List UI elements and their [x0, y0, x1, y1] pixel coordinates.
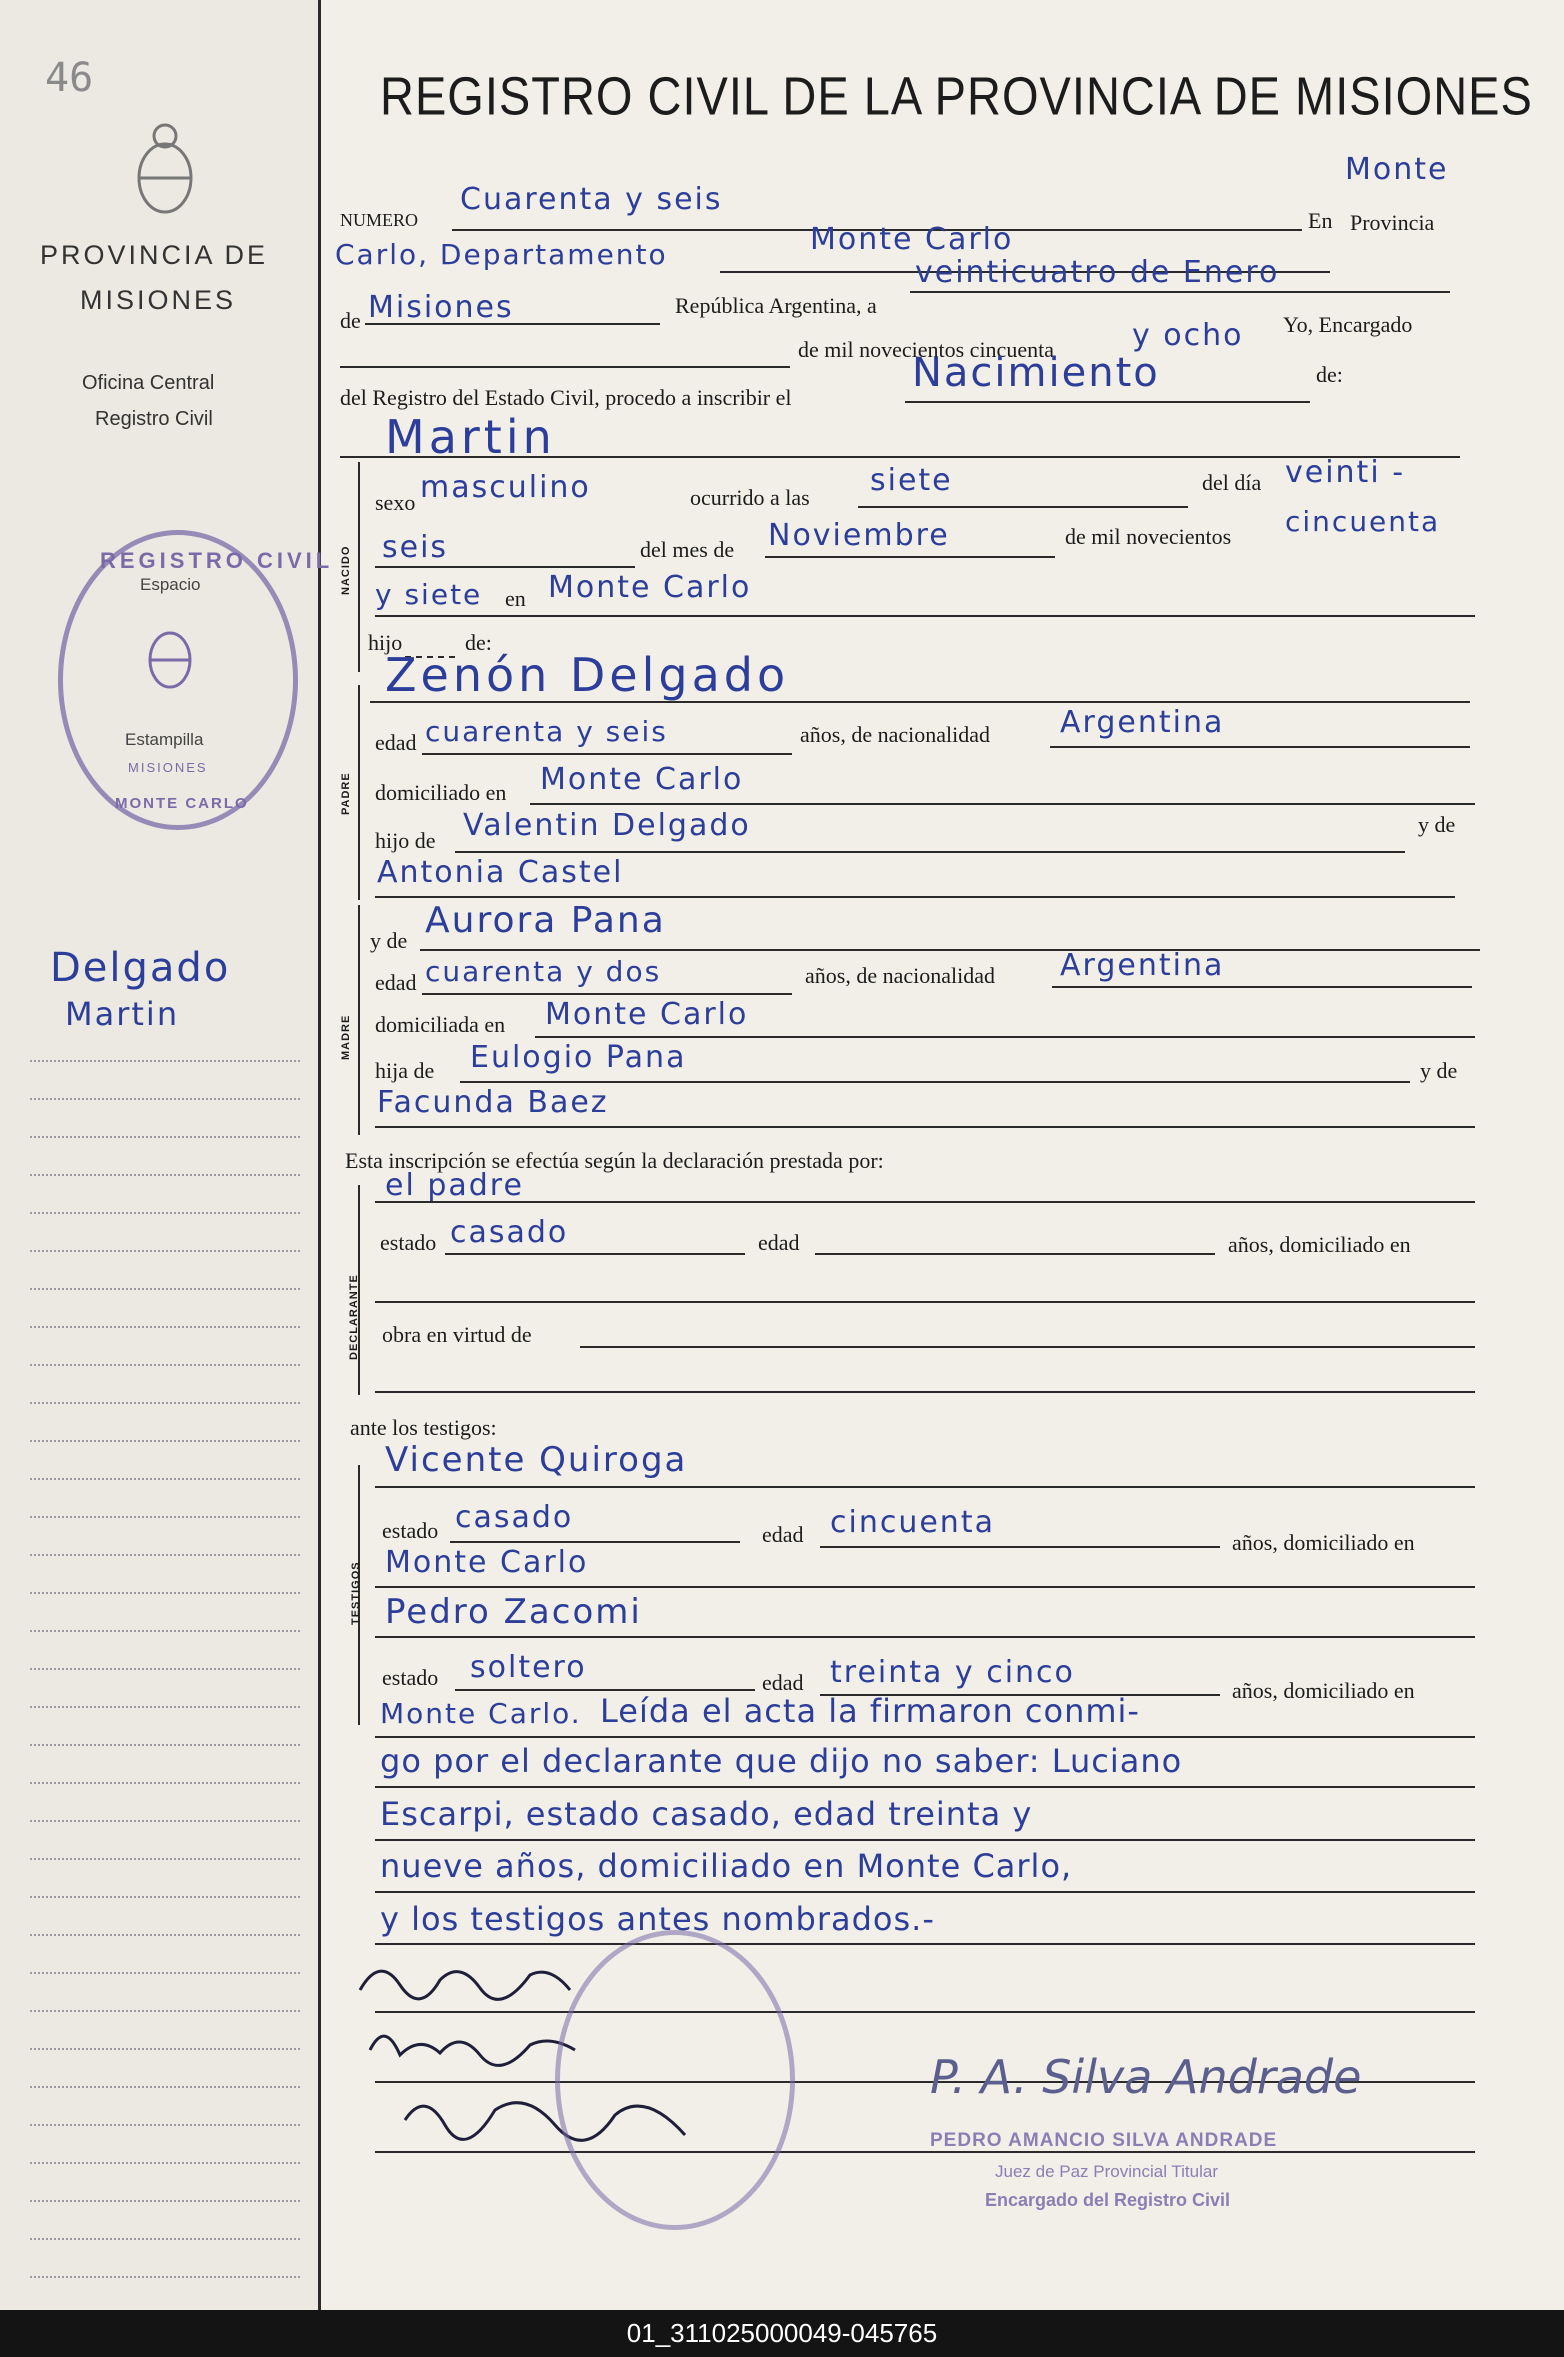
- value-en-city: Monte: [1345, 152, 1449, 187]
- value-testigo-1: Vicente Quiroga: [385, 1440, 688, 1480]
- line-testigo-1: [375, 1485, 1475, 1488]
- page-number: 46: [45, 55, 94, 101]
- signature-rule-3: [375, 2150, 1475, 2153]
- stamp-emblem-icon: [140, 615, 200, 695]
- value-madre-edad: cuarenta y dos: [425, 955, 662, 988]
- value-fecha: veinticuatro de Enero: [915, 255, 1280, 290]
- label-decl-edad: edad: [758, 1230, 800, 1255]
- margin-ruled-line: [30, 1592, 300, 1595]
- note-rule-1: [375, 1735, 1475, 1738]
- value-dia-2: seis: [382, 530, 449, 565]
- margin-ruled-line: [30, 1820, 300, 1823]
- value-t1-dom: Monte Carlo: [385, 1545, 589, 1580]
- label-del-registro: del Registro del Estado Civil, procedo a inscribir el: [340, 385, 792, 410]
- margin-ruled-line: [30, 2124, 300, 2127]
- value-madre-dom: Monte Carlo: [545, 997, 749, 1032]
- line-obra-2: [375, 1390, 1475, 1393]
- stamp-stamp-label: Estampilla: [125, 730, 204, 749]
- label-hijo: hijo: [368, 630, 403, 655]
- label-madre-nac: años, de nacionalidad: [805, 963, 995, 988]
- margin-province-name: MISIONES: [80, 285, 237, 315]
- label-t2-estado: estado: [382, 1665, 439, 1690]
- section-nacido-bracket: [358, 462, 360, 672]
- label-sexo: sexo: [375, 490, 416, 515]
- value-t1-estado: casado: [455, 1500, 574, 1535]
- line-decl-dom: [375, 1300, 1475, 1303]
- margin-ruled-line: [30, 1668, 300, 1671]
- value-anio-nac-2: y siete: [375, 578, 483, 611]
- label-padre-dom: domiciliado en: [375, 780, 507, 805]
- label-madre-edad: edad: [375, 970, 417, 995]
- margin-ruled-line: [30, 1858, 300, 1861]
- margin-ruled-line: [30, 1212, 300, 1215]
- value-mes: Noviembre: [768, 518, 950, 553]
- label-de-colon: de:: [1316, 362, 1343, 387]
- line-padre-nac: [1050, 745, 1470, 748]
- margin-note-surname: Delgado: [50, 945, 231, 991]
- value-padre-nac: Argentina: [1060, 705, 1225, 740]
- signature-declarant: [350, 1950, 580, 2010]
- margin-ruled-line: [30, 1934, 300, 1937]
- section-padre-bracket: [358, 685, 360, 900]
- label-en: En: [1308, 208, 1333, 233]
- line-decl-estado: [445, 1252, 745, 1255]
- margin-rule: [318, 0, 321, 2310]
- line-dia-2: [375, 565, 635, 568]
- value-t1-edad: cincuenta: [830, 1505, 995, 1540]
- value-lugar: Monte Carlo: [548, 570, 752, 605]
- value-nombre: Martin: [385, 410, 556, 464]
- line-madre-edad: [422, 992, 792, 995]
- note-line-2: go por el declarante que dijo no saber: Luciano: [380, 1742, 1183, 1780]
- label-padre-edad: edad: [375, 730, 417, 755]
- value-provincia: Misiones: [368, 290, 514, 325]
- label-provincia: Provincia: [1350, 210, 1435, 235]
- bottom-registry-stamp: [555, 1930, 795, 2230]
- value-declarante: el padre: [385, 1168, 524, 1203]
- label-hija-de: hija de: [375, 1058, 435, 1083]
- label-de-mil-2: de mil novecientos: [1065, 524, 1232, 549]
- value-hora: siete: [870, 463, 953, 498]
- side-label-testigos: TESTIGOS: [350, 1561, 362, 1625]
- value-anio-nac: cincuenta: [1285, 505, 1441, 538]
- official-name: PEDRO AMANCIO SILVA ANDRADE: [930, 2130, 1278, 2151]
- margin-ruled-line: [30, 2010, 300, 2013]
- label-ocurrido: ocurrido a las: [690, 485, 810, 510]
- line-acto: [905, 400, 1310, 403]
- value-abuela-p: Antonia Castel: [377, 855, 624, 890]
- margin-ruled-line: [30, 2200, 300, 2203]
- margin-ruled-line: [30, 2048, 300, 2051]
- value-abuela-m: Facunda Baez: [377, 1085, 609, 1120]
- label-padre-nac: años, de nacionalidad: [800, 722, 990, 747]
- label-en-lugar: en: [505, 586, 526, 611]
- value-padre-dom: Monte Carlo: [540, 762, 744, 797]
- margin-province: PROVINCIA DE: [40, 240, 269, 270]
- label-republica: República Argentina, a: [675, 293, 877, 318]
- label-yo: Yo, Encargado: [1283, 312, 1413, 337]
- line-t2-estado: [455, 1688, 755, 1691]
- stamp-ring-text: REGISTRO CIVIL: [100, 548, 334, 573]
- note-line-3: Escarpi, estado casado, edad treinta y: [380, 1795, 1033, 1833]
- margin-ruled-line: [30, 1440, 300, 1443]
- line-padre-edad: [422, 752, 792, 755]
- side-label-padre: PADRE: [340, 772, 352, 815]
- margin-ruled-line: [30, 1098, 300, 1101]
- label-padre-hijo-de: hijo de: [375, 828, 436, 853]
- label-t2-anios: años, domiciliado en: [1232, 1678, 1415, 1703]
- margin-note-name: Martin: [65, 995, 180, 1033]
- line-padre: [370, 700, 1470, 703]
- value-padre-edad: cuarenta y seis: [425, 715, 668, 748]
- value-acto: Nacimiento: [912, 350, 1160, 396]
- value-decl-estado: casado: [450, 1215, 569, 1250]
- label-numero: NUMERO: [340, 210, 419, 230]
- line-hora: [858, 505, 1188, 508]
- line-fecha: [910, 290, 1450, 293]
- margin-ruled-line: [30, 2276, 300, 2279]
- value-abuelo-m: Eulogio Pana: [470, 1040, 687, 1075]
- margin-ruled-line: [30, 1972, 300, 1975]
- value-city-line: Carlo, Departamento: [335, 238, 668, 271]
- line-abuela-p: [375, 895, 1455, 898]
- line-mes: [765, 555, 1055, 558]
- margin-ruled-line: [30, 1782, 300, 1785]
- line-t1-estado: [450, 1540, 740, 1543]
- margin-ruled-line: [30, 1402, 300, 1405]
- label-ante: ante los testigos:: [350, 1415, 497, 1440]
- value-t2-dom: Monte Carlo.: [380, 1697, 582, 1730]
- line-abuelo-m: [460, 1080, 1410, 1083]
- official-title-2: Encargado del Registro Civil: [985, 2190, 1231, 2210]
- label-madre-y-de: y de: [370, 928, 408, 953]
- value-departamento: Monte Carlo: [810, 222, 1014, 257]
- value-abuelo-p: Valentin Delgado: [463, 808, 751, 843]
- label-del-mes: del mes de: [640, 537, 735, 562]
- label-hijo-de: de:: [465, 630, 492, 655]
- note-line-1: Leída el acta la firmaron conmi-: [600, 1692, 1140, 1730]
- value-madre-nac: Argentina: [1060, 948, 1225, 983]
- margin-ruled-line: [30, 1706, 300, 1709]
- margin-ruled-line: [30, 2162, 300, 2165]
- margin-ruled-line: [30, 1516, 300, 1519]
- value-dia: veinti -: [1285, 455, 1406, 490]
- label-t1-estado: estado: [382, 1518, 439, 1543]
- label-t1-anios: años, domiciliado en: [1232, 1530, 1415, 1555]
- label-del-dia: del día: [1202, 470, 1262, 495]
- margin-office-2: Registro Civil: [95, 408, 213, 430]
- value-t2-estado: soltero: [470, 1650, 587, 1685]
- line-t1-edad: [820, 1545, 1220, 1548]
- value-numero: Cuarenta y seis: [460, 182, 723, 217]
- document-id-footer: 01_311025000049-045765: [0, 2310, 1564, 2357]
- stamp-space-label: Espacio: [140, 575, 201, 594]
- side-label-declarante: DECLARANTE: [348, 1274, 360, 1360]
- label-inscripcion: Esta inscripción se efectúa según la declaración prestada por:: [345, 1148, 884, 1173]
- line-blank-row4: [340, 365, 790, 368]
- section-madre-bracket: [358, 905, 360, 1135]
- margin-ruled-line: [30, 1744, 300, 1747]
- line-lugar: [375, 614, 1475, 617]
- note-line-5: y los testigos antes nombrados.-: [380, 1900, 935, 1938]
- margin-ruled-line: [30, 1326, 300, 1329]
- side-label-madre: MADRE: [340, 1014, 352, 1060]
- label-t1-edad: edad: [762, 1522, 804, 1547]
- line-declarante: [375, 1200, 1475, 1203]
- line-decl-edad: [815, 1252, 1215, 1255]
- margin-ruled-line: [30, 1554, 300, 1557]
- coat-of-arms-icon: [125, 120, 205, 220]
- label-madre-dom: domiciliada en: [375, 1012, 506, 1037]
- note-line-4: nueve años, domiciliado en Monte Carlo,: [380, 1847, 1073, 1885]
- value-padre: Zenón Delgado: [385, 648, 790, 702]
- label-t2-edad: edad: [762, 1670, 804, 1695]
- line-padre-dom: [530, 802, 1475, 805]
- label-madre-y-de-2: y de: [1420, 1058, 1458, 1083]
- side-label-nacido: NACIDO: [340, 545, 352, 595]
- line-madre-dom: [535, 1035, 1475, 1038]
- note-rule-2: [375, 1785, 1475, 1788]
- label-padre-y-de: y de: [1418, 812, 1456, 837]
- line-obra: [580, 1345, 1475, 1348]
- official-signature: P. A. Silva Andrade: [930, 2050, 1362, 2104]
- margin-ruled-line: [30, 1060, 300, 1063]
- margin-office-1: Oficina Central: [82, 372, 215, 394]
- page-title: REGISTRO CIVIL DE LA PROVINCIA DE MISIONES: [380, 65, 1533, 126]
- margin-ruled-line: [30, 1136, 300, 1139]
- label-decl-anios: años, domiciliado en: [1228, 1232, 1411, 1257]
- margin-ruled-line: [30, 1630, 300, 1633]
- margin-ruled-line: [30, 2238, 300, 2241]
- value-sexo: masculino: [420, 470, 591, 505]
- margin-ruled-line: [30, 1478, 300, 1481]
- label-de-mil: de mil novecientos cincuenta: [798, 337, 1054, 362]
- line-t1-dom: [375, 1585, 1475, 1588]
- left-margin: [0, 0, 318, 2310]
- line-madre-nac: [1052, 985, 1472, 988]
- note-rule-4: [375, 1890, 1475, 1893]
- label-decl-estado: estado: [380, 1230, 437, 1255]
- margin-ruled-line: [30, 1288, 300, 1291]
- line-testigo-2: [375, 1635, 1475, 1638]
- note-rule-3: [375, 1838, 1475, 1841]
- label-de: de: [340, 308, 361, 333]
- margin-ruled-line: [30, 2086, 300, 2089]
- line-abuela-m: [375, 1125, 1475, 1128]
- margin-ruled-line: [30, 1364, 300, 1367]
- margin-ruled-line: [30, 1174, 300, 1177]
- signature-rule-1: [375, 2010, 1475, 2013]
- label-obra: obra en virtud de: [382, 1322, 532, 1347]
- note-rule-5: [375, 1942, 1475, 1945]
- value-anio: y ocho: [1132, 318, 1244, 353]
- margin-ruled-line: [30, 1896, 300, 1899]
- value-testigo-2: Pedro Zacomi: [385, 1592, 642, 1632]
- line-provincia: [365, 322, 660, 325]
- margin-ruled-line: [30, 1250, 300, 1253]
- value-madre: Aurora Pana: [425, 900, 666, 941]
- line-madre: [420, 948, 1480, 951]
- stamp-city: MONTE CARLO: [115, 795, 249, 812]
- line-abuelo-p: [455, 850, 1405, 853]
- official-title-1: Juez de Paz Provincial Titular: [995, 2162, 1218, 2181]
- value-t2-edad: treinta y cinco: [830, 1655, 1075, 1690]
- stamp-misiones: MISIONES: [128, 760, 208, 775]
